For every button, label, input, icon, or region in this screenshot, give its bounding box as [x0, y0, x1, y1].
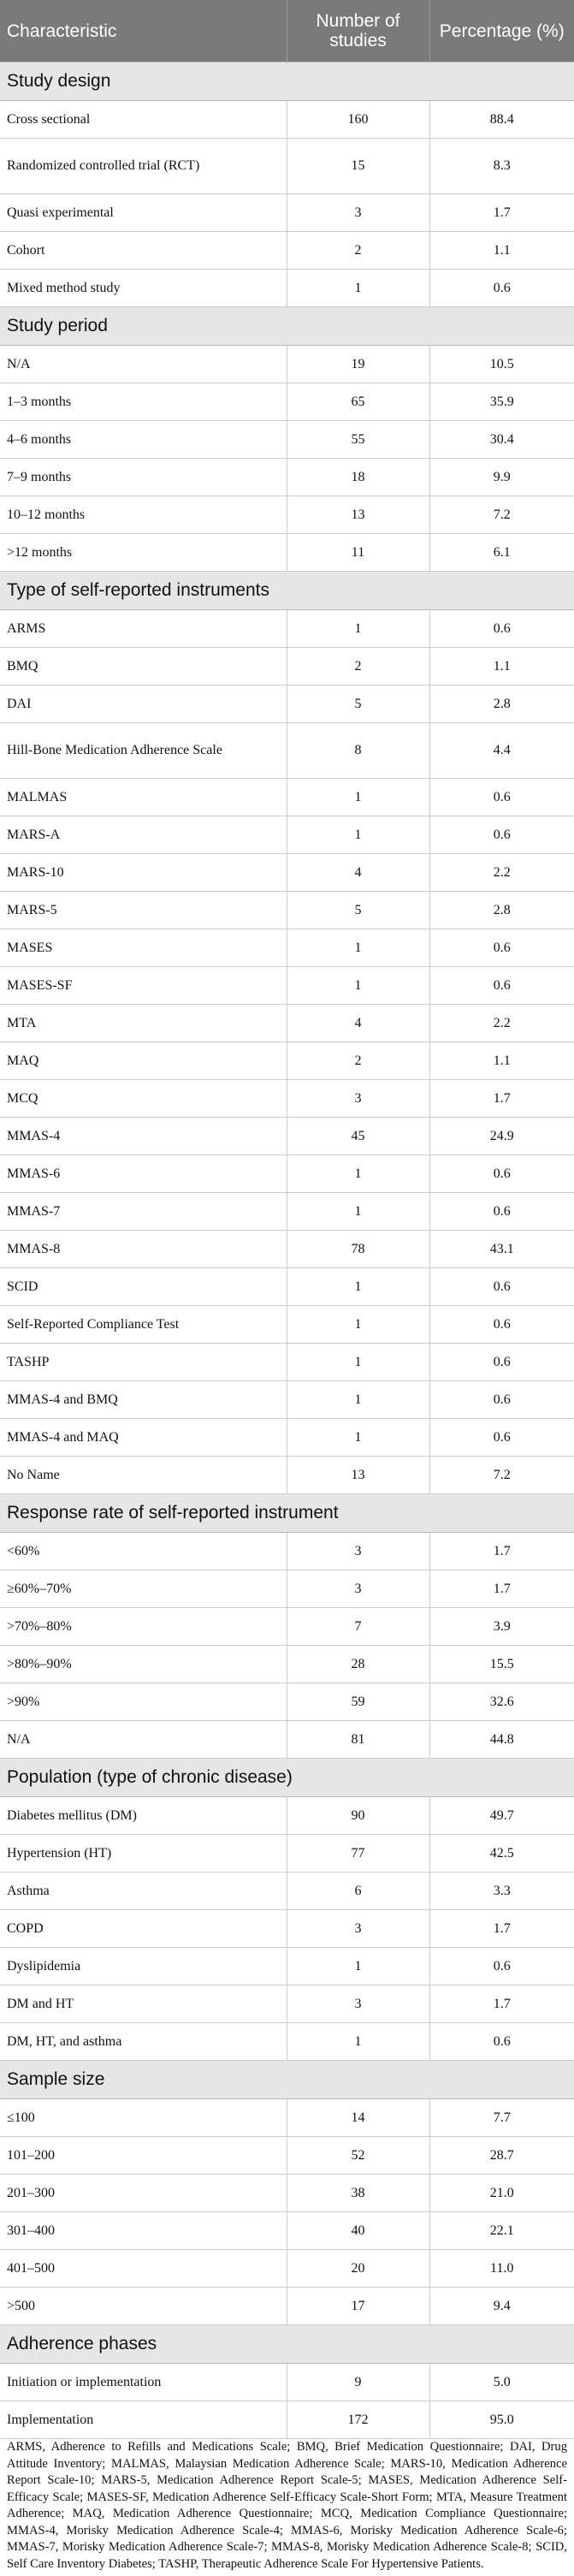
row-characteristic: DAI — [0, 686, 287, 723]
table-row — [0, 2250, 574, 2288]
row-percentage: 0.6 — [429, 779, 574, 816]
section-title: Type of self-reported instruments — [0, 572, 574, 610]
table-row — [0, 346, 574, 383]
row-percentage: 1.1 — [429, 232, 574, 270]
row-number-of-studies: 4 — [287, 1005, 429, 1042]
header-number-of-studies: Number of studies — [287, 0, 429, 62]
table-row — [0, 816, 574, 854]
row-percentage: 43.1 — [429, 1231, 574, 1268]
header-characteristic: Characteristic — [0, 0, 287, 62]
row-percentage: 0.6 — [429, 1344, 574, 1381]
row-number-of-studies: 2 — [287, 648, 429, 686]
row-percentage: 32.6 — [429, 1683, 574, 1721]
row-number-of-studies: 55 — [287, 421, 429, 459]
row-number-of-studies: 1 — [287, 929, 429, 967]
row-number-of-studies: 81 — [287, 1721, 429, 1759]
row-percentage: 1.1 — [429, 1042, 574, 1080]
table-row — [0, 929, 574, 967]
row-characteristic: 201–300 — [0, 2175, 287, 2212]
row-characteristic: 101–200 — [0, 2137, 287, 2175]
row-characteristic: 1–3 months — [0, 383, 287, 421]
row-characteristic: Initiation or implementation — [0, 2364, 287, 2401]
table-row — [0, 1231, 574, 1268]
row-number-of-studies: 3 — [287, 1985, 429, 2023]
row-characteristic: Hill-Bone Medication Adherence Scale — [0, 723, 287, 779]
row-percentage: 1.7 — [429, 1080, 574, 1118]
table-row — [0, 1873, 574, 1910]
row-number-of-studies: 1 — [287, 1306, 429, 1344]
row-percentage: 1.7 — [429, 1985, 574, 2023]
row-number-of-studies: 1 — [287, 610, 429, 648]
row-percentage: 30.4 — [429, 421, 574, 459]
row-characteristic: Implementation — [0, 2401, 287, 2439]
row-percentage: 1.7 — [429, 1570, 574, 1608]
row-percentage: 0.6 — [429, 1948, 574, 1985]
table-row — [0, 1155, 574, 1193]
table-row — [0, 1344, 574, 1381]
table-row — [0, 686, 574, 723]
row-number-of-studies: 78 — [287, 1231, 429, 1268]
row-number-of-studies: 4 — [287, 854, 429, 892]
row-percentage: 1.7 — [429, 1910, 574, 1948]
row-characteristic: ≤100 — [0, 2099, 287, 2137]
row-characteristic: MMAS-6 — [0, 1155, 287, 1193]
section-header-row — [0, 1759, 574, 1797]
table-row — [0, 723, 574, 779]
row-percentage: 7.2 — [429, 496, 574, 534]
table-row — [0, 1118, 574, 1155]
header-percentage: Percentage (%) — [429, 0, 574, 62]
table-row — [0, 610, 574, 648]
table-row — [0, 1835, 574, 1873]
table-body — [0, 62, 574, 2439]
table-row — [0, 779, 574, 816]
row-number-of-studies: 19 — [287, 346, 429, 383]
row-percentage: 42.5 — [429, 1835, 574, 1873]
row-percentage: 0.6 — [429, 816, 574, 854]
row-percentage: 1.7 — [429, 194, 574, 232]
table-row — [0, 232, 574, 270]
row-characteristic: Dyslipidemia — [0, 1948, 287, 1985]
row-characteristic: MMAS-8 — [0, 1231, 287, 1268]
table-row — [0, 1797, 574, 1835]
row-number-of-studies: 20 — [287, 2250, 429, 2288]
table-row — [0, 2023, 574, 2061]
row-number-of-studies: 1 — [287, 1948, 429, 1985]
row-percentage: 15.5 — [429, 1646, 574, 1683]
section-title: Adherence phases — [0, 2325, 574, 2364]
row-percentage: 5.0 — [429, 2364, 574, 2401]
table-row — [0, 2364, 574, 2401]
table-row — [0, 1080, 574, 1118]
row-percentage: 1.7 — [429, 1533, 574, 1570]
row-number-of-studies: 77 — [287, 1835, 429, 1873]
table-row — [0, 2137, 574, 2175]
table-row — [0, 270, 574, 307]
table-row — [0, 2212, 574, 2250]
row-characteristic: Mixed method study — [0, 270, 287, 307]
table-row — [0, 892, 574, 929]
row-percentage: 0.6 — [429, 1155, 574, 1193]
table-row — [0, 1193, 574, 1231]
row-percentage: 11.0 — [429, 2250, 574, 2288]
row-characteristic: Quasi experimental — [0, 194, 287, 232]
row-characteristic: MARS-A — [0, 816, 287, 854]
row-number-of-studies: 1 — [287, 967, 429, 1005]
table-row — [0, 1005, 574, 1042]
row-characteristic: 7–9 months — [0, 459, 287, 496]
row-percentage: 7.2 — [429, 1457, 574, 1494]
section-header-row — [0, 2325, 574, 2364]
row-characteristic: Cohort — [0, 232, 287, 270]
row-characteristic: No Name — [0, 1457, 287, 1494]
table-row — [0, 383, 574, 421]
table-row — [0, 1306, 574, 1344]
table-row — [0, 139, 574, 194]
section-header-row — [0, 572, 574, 610]
row-number-of-studies: 5 — [287, 686, 429, 723]
row-characteristic: 10–12 months — [0, 496, 287, 534]
row-number-of-studies: 3 — [287, 194, 429, 232]
table-row — [0, 1683, 574, 1721]
section-title: Study design — [0, 62, 574, 101]
row-characteristic: 4–6 months — [0, 421, 287, 459]
table-row — [0, 1042, 574, 1080]
row-percentage: 8.3 — [429, 139, 574, 194]
row-characteristic: Randomized controlled trial (RCT) — [0, 139, 287, 194]
row-characteristic: MARS-5 — [0, 892, 287, 929]
row-number-of-studies: 38 — [287, 2175, 429, 2212]
row-number-of-studies: 59 — [287, 1683, 429, 1721]
table-row — [0, 1910, 574, 1948]
row-characteristic: >70%–80% — [0, 1608, 287, 1646]
row-number-of-studies: 1 — [287, 1155, 429, 1193]
row-number-of-studies: 5 — [287, 892, 429, 929]
row-characteristic: MALMAS — [0, 779, 287, 816]
section-header-row — [0, 62, 574, 101]
row-percentage: 88.4 — [429, 101, 574, 139]
row-characteristic: MASES — [0, 929, 287, 967]
row-percentage: 0.6 — [429, 610, 574, 648]
row-characteristic: Diabetes mellitus (DM) — [0, 1797, 287, 1835]
row-percentage: 28.7 — [429, 2137, 574, 2175]
row-percentage: 9.9 — [429, 459, 574, 496]
row-characteristic: SCID — [0, 1268, 287, 1306]
row-number-of-studies: 7 — [287, 1608, 429, 1646]
row-number-of-studies: 11 — [287, 534, 429, 572]
row-number-of-studies: 3 — [287, 1080, 429, 1118]
table-row — [0, 101, 574, 139]
row-percentage: 0.6 — [429, 2023, 574, 2061]
section-title: Response rate of self-reported instrument — [0, 1494, 574, 1533]
row-number-of-studies: 13 — [287, 496, 429, 534]
section-header-row — [0, 1494, 574, 1533]
row-number-of-studies: 52 — [287, 2137, 429, 2175]
row-characteristic: Cross sectional — [0, 101, 287, 139]
row-characteristic: >12 months — [0, 534, 287, 572]
table-row — [0, 534, 574, 572]
table-row — [0, 1419, 574, 1457]
section-title: Population (type of chronic disease) — [0, 1759, 574, 1797]
row-characteristic: MASES-SF — [0, 967, 287, 1005]
row-characteristic: MMAS-4 — [0, 1118, 287, 1155]
table-header — [0, 0, 574, 62]
row-characteristic: MMAS-7 — [0, 1193, 287, 1231]
row-number-of-studies: 1 — [287, 1268, 429, 1306]
row-number-of-studies: 14 — [287, 2099, 429, 2137]
row-characteristic: BMQ — [0, 648, 287, 686]
row-characteristic: MARS-10 — [0, 854, 287, 892]
row-characteristic: Hypertension (HT) — [0, 1835, 287, 1873]
row-percentage: 44.8 — [429, 1721, 574, 1759]
row-characteristic: 301–400 — [0, 2212, 287, 2250]
row-percentage: 9.4 — [429, 2288, 574, 2325]
row-characteristic: >80%–90% — [0, 1646, 287, 1683]
row-number-of-studies: 1 — [287, 1344, 429, 1381]
row-characteristic: >90% — [0, 1683, 287, 1721]
row-characteristic: MMAS-4 and MAQ — [0, 1419, 287, 1457]
row-number-of-studies: 1 — [287, 2023, 429, 2061]
row-percentage: 0.6 — [429, 1306, 574, 1344]
table-row — [0, 1570, 574, 1608]
table-row — [0, 1646, 574, 1683]
row-number-of-studies: 1 — [287, 1193, 429, 1231]
row-percentage: 2.2 — [429, 854, 574, 892]
table-row — [0, 2288, 574, 2325]
table-row — [0, 459, 574, 496]
table-row — [0, 2099, 574, 2137]
row-number-of-studies: 2 — [287, 1042, 429, 1080]
row-percentage: 3.3 — [429, 1873, 574, 1910]
row-characteristic: DM, HT, and asthma — [0, 2023, 287, 2061]
table-row — [0, 194, 574, 232]
row-number-of-studies: 1 — [287, 1419, 429, 1457]
row-characteristic: MAQ — [0, 1042, 287, 1080]
table-row — [0, 1721, 574, 1759]
row-percentage: 10.5 — [429, 346, 574, 383]
row-number-of-studies: 18 — [287, 459, 429, 496]
row-percentage: 49.7 — [429, 1797, 574, 1835]
row-number-of-studies: 3 — [287, 1570, 429, 1608]
row-characteristic: N/A — [0, 346, 287, 383]
section-title: Sample size — [0, 2061, 574, 2099]
row-characteristic: MTA — [0, 1005, 287, 1042]
row-number-of-studies: 9 — [287, 2364, 429, 2401]
table-row — [0, 1268, 574, 1306]
row-percentage: 3.9 — [429, 1608, 574, 1646]
row-characteristic: COPD — [0, 1910, 287, 1948]
row-characteristic: MCQ — [0, 1080, 287, 1118]
section-header-row — [0, 307, 574, 346]
row-number-of-studies: 172 — [287, 2401, 429, 2439]
row-percentage: 2.8 — [429, 892, 574, 929]
row-number-of-studies: 40 — [287, 2212, 429, 2250]
row-number-of-studies: 28 — [287, 1646, 429, 1683]
row-characteristic: ARMS — [0, 610, 287, 648]
table-row — [0, 1533, 574, 1570]
row-percentage: 24.9 — [429, 1118, 574, 1155]
table-row — [0, 1457, 574, 1494]
row-characteristic: ≥60%–70% — [0, 1570, 287, 1608]
row-percentage: 1.1 — [429, 648, 574, 686]
row-percentage: 0.6 — [429, 1381, 574, 1419]
row-percentage: 95.0 — [429, 2401, 574, 2439]
row-percentage: 21.0 — [429, 2175, 574, 2212]
row-number-of-studies: 2 — [287, 232, 429, 270]
row-percentage: 0.6 — [429, 1268, 574, 1306]
row-characteristic: DM and HT — [0, 1985, 287, 2023]
row-percentage: 0.6 — [429, 270, 574, 307]
table-footnote: ARMS, Adherence to Refills and Medications Scale; BMQ, Brief Medication Questionnaire; DAI, Drug Attitude Inventory; MALMAS, Malaysian Medication Adherence Scale; MARS-10, Medication Adherence Report Scale-10; MARS-5, Medication Adherence Report Scale-5; MASES, Medication Adherence Self-Efficacy Scale; MASES-SF, Medication Adherence Self-Efficacy Scale-Short Form; MTA, Measure Treatment Adherence; MAQ, Medication Adherence Questionnaire; MCQ, Medication Compliance Questionnaire; MMAS-4, Morisky Medication Adherence Scale-4; MMAS-6, Morisky Medication Adherence Scale-6; MMAS-7, Morisky Medication Adherence Scale-7; MMAS-8, Morisky Medication Adherence Scale-8; SCID, Self Care Inventory Diabetes; TASHP, Therapeutic Adherence Scale For Hypertensive Patients. — [7, 2440, 567, 2571]
row-number-of-studies: 1 — [287, 1381, 429, 1419]
row-characteristic: 401–500 — [0, 2250, 287, 2288]
row-number-of-studies: 90 — [287, 1797, 429, 1835]
row-number-of-studies: 1 — [287, 816, 429, 854]
table-row — [0, 854, 574, 892]
table-row — [0, 1381, 574, 1419]
table-row — [0, 2175, 574, 2212]
table-row — [0, 1948, 574, 1985]
row-percentage: 0.6 — [429, 967, 574, 1005]
row-percentage: 6.1 — [429, 534, 574, 572]
row-number-of-studies: 45 — [287, 1118, 429, 1155]
row-number-of-studies: 6 — [287, 1873, 429, 1910]
row-percentage: 0.6 — [429, 1193, 574, 1231]
row-number-of-studies: 1 — [287, 779, 429, 816]
row-percentage: 0.6 — [429, 1419, 574, 1457]
row-percentage: 0.6 — [429, 929, 574, 967]
row-characteristic: >500 — [0, 2288, 287, 2325]
row-percentage: 4.4 — [429, 723, 574, 779]
row-number-of-studies: 160 — [287, 101, 429, 139]
row-number-of-studies: 13 — [287, 1457, 429, 1494]
table-row — [0, 2401, 574, 2439]
row-percentage: 2.2 — [429, 1005, 574, 1042]
row-characteristic: Asthma — [0, 1873, 287, 1910]
row-number-of-studies: 1 — [287, 270, 429, 307]
row-characteristic: <60% — [0, 1533, 287, 1570]
table-row — [0, 648, 574, 686]
row-number-of-studies: 15 — [287, 139, 429, 194]
section-header-row — [0, 2061, 574, 2099]
row-characteristic: N/A — [0, 1721, 287, 1759]
row-number-of-studies: 3 — [287, 1533, 429, 1570]
row-percentage: 35.9 — [429, 383, 574, 421]
row-percentage: 7.7 — [429, 2099, 574, 2137]
row-characteristic: Self-Reported Compliance Test — [0, 1306, 287, 1344]
row-percentage: 2.8 — [429, 686, 574, 723]
row-characteristic: MMAS-4 and BMQ — [0, 1381, 287, 1419]
table-row — [0, 1608, 574, 1646]
row-percentage: 22.1 — [429, 2212, 574, 2250]
row-number-of-studies: 17 — [287, 2288, 429, 2325]
table-row — [0, 421, 574, 459]
row-number-of-studies: 65 — [287, 383, 429, 421]
row-characteristic: TASHP — [0, 1344, 287, 1381]
table-row — [0, 496, 574, 534]
row-number-of-studies: 3 — [287, 1910, 429, 1948]
row-number-of-studies: 8 — [287, 723, 429, 779]
section-title: Study period — [0, 307, 574, 346]
table-row — [0, 1985, 574, 2023]
table-row — [0, 967, 574, 1005]
